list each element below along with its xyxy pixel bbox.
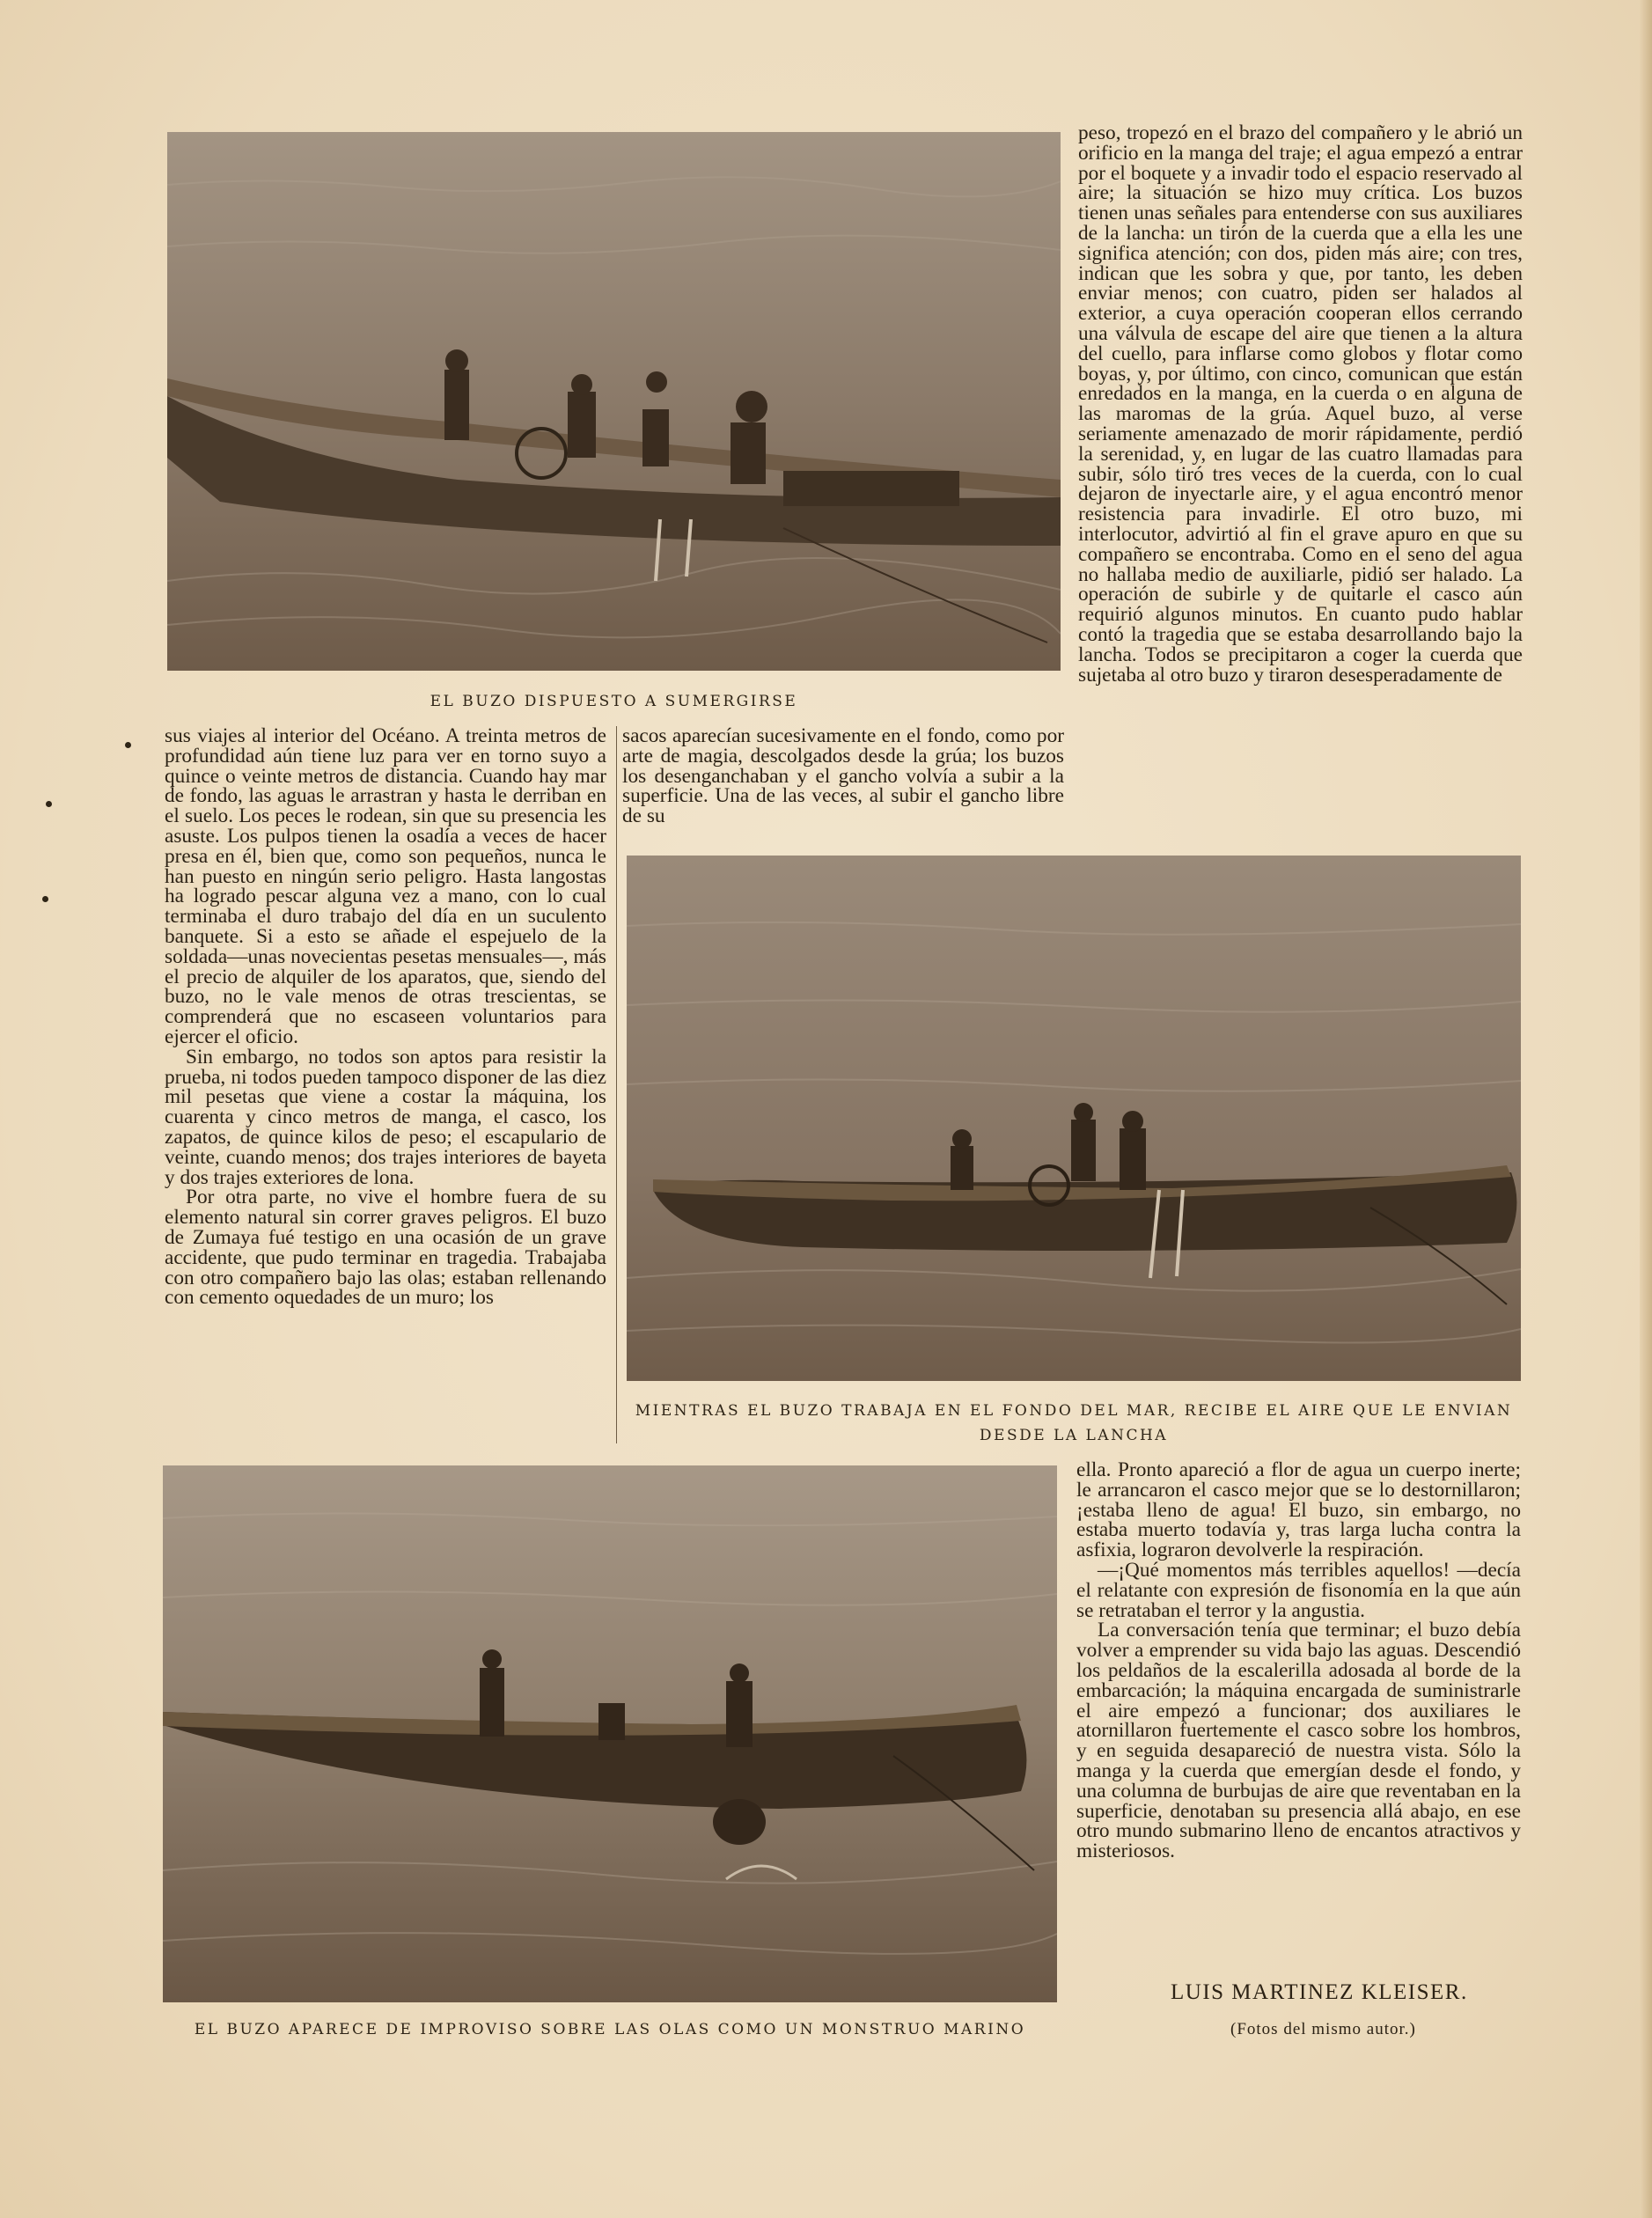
photo-diver-working — [627, 856, 1521, 1381]
article-paragraph: Sin embargo, no todos son aptos para resistir la prueba, ni todos pueden tampoco disponer de las diez mil pesetas que viene a costar la máquina, los cuarenta y cinco metros de manga, el casco, los zapatos, de quince kilos de peso; el escapulario de veinte, cuando menos; dos trajes interiores de bayeta y dos trajes exteriores de lona. — [165, 1045, 606, 1189]
photo-boat-illustration — [167, 132, 1061, 671]
author-signature: LUIS MARTINEZ KLEISER. — [1171, 1980, 1468, 2004]
article-column-right-top — [1078, 123, 1523, 685]
margin-mark — [42, 896, 48, 902]
photo2-caption: MIENTRAS EL BUZO TRABAJA EN EL FONDO DEL MAR, RECIBE EL AIRE QUE LE ENVIAN DESDE LA LANCHA — [635, 1402, 1513, 1444]
article-column-left — [165, 726, 606, 1308]
photo-boat-illustration — [163, 1465, 1057, 2002]
photo-boat-illustration — [627, 856, 1521, 1381]
article-column-right-bottom — [1076, 1460, 1521, 1862]
margin-mark — [46, 801, 52, 807]
article-paragraph: peso, tropezó en el brazo del compañero y le abrió un orificio en la manga del traje; el agua empezó a entrar por el boquete y a invadir todo el espacio reservado al aire; la situación se hizo muy crítica. Los buzos tienen unas señales para entenderse con sus auxiliares de la lancha: un tirón de la cuerda que a ella les une significa atención; con dos, piden más aire; con tres, indican que les sobra y que, por tanto, les deben enviar menos; con cuatro, piden ser halados al exterior, a cuya operación cooperan ellos cerrando una válvula de escape del aire que tienen a la altura del cuello, para inflarse como globos y flotar como boyas, y, por último, con cinco, comunican que están enredados en la manga, en la cuerda o en alguna de las maromas de la grúa. Aquel buzo, al verse seriamente amenazado de morir rápidamente, perdió la serenidad, y, en lugar de las cuatro llamadas para subir, sólo tiró tres veces de la cuerda, con lo cual dejaron de inyectarle aire, y el agua encontró menor resistencia para invadirle. El otro buzo, mi interlocutor, advirtió al fin el grave apuro en que su compañero se encontraba. Como en el seno del agua no hallaba medio de auxiliarle, pidió ser halado. La operación de subirle y de quitarle el casco aún requirió algunos minutos. En cuanto pudo hablar contó la tragedia que se estaba desarrollando bajo la lancha. Todos se precipitaron a coger la cuerda que sujetaba al otro buzo y tiraron desesperadamente de — [1078, 121, 1523, 687]
article-paragraph: Por otra parte, no vive el hombre fuera de su elemento natural sin correr graves peligros. El buzo de Zumaya fué testigo en una ocasión de un grave accidente, que pudo terminar en tragedia. Trabajaba con otro compañero bajo las olas; estaban rellenando con cemento oquedades de un muro; los — [165, 1186, 606, 1310]
page-edge — [1640, 0, 1652, 2218]
article-paragraph: ella. Pronto apareció a flor de agua un cuerpo inerte; le arrancaron el casco mejor que se lo destornillaron; ¡estaba lleno de agua! El buzo, sin embargo, no estaba muerto todavía y, tras larga lucha contra la asfixia, lograron devolverle la respiración. — [1076, 1458, 1521, 1562]
article-paragraph: —¡Qué momentos más terribles aquellos! —decía el relatante con expresión de fisonomía en la que aún se retrataban el terror y la angustia. — [1076, 1558, 1521, 1622]
photo-credit: (Fotos del mismo autor.) — [1230, 2020, 1416, 2038]
article-paragraph: La conversación tenía que terminar; el buzo debía volver a emprender su vida bajo las aguas. Descendió los peldaños de la escalerilla adosada al borde de la embarcación; la máquina encargada de suministrarle el aire empezó a funcionar; dos auxiliares le atornillaron fuertemente el casco sobre los hombros, y en seguida desapareció de nuestra vista. Sólo la manga y la cuerda que emergían desde el fondo, y una columna de burbujas de aire que reventaban en la superficie, denotaban su presencia allá abajo, en ese otro mundo submarino lleno de encantos atractivos y misteriosos. — [1076, 1619, 1521, 1863]
article-paragraph: sus viajes al interior del Océano. A treinta metros de profundidad aún tiene luz para ver en torno suyo a quince o veinte metros de distancia. Cuando hay mar de fondo, las aguas le arrastran y hasta le derriban en el suelo. Los peces le rodean, sin que su presencia les asuste. Los pulpos tienen la osadía a veces de hacer presa en él, bien que, como son pequeños, nunca le han puesto en ningún serio peligro. Hasta langostas ha logrado pescar alguna vez a mano, con lo cual terminaba el duro trabajo del día en un suculento banquete. Si a esto se añade el espejuelo de la soldada—unas novecientas pesetas mensuales—, más el precio de alquiler de los aparatos, que, siendo del buzo, no le vale menos de otras trescientas, se comprenderá que no escaseen voluntarios para ejercer el oficio. — [165, 724, 606, 1048]
article-paragraph: sacos aparecían sucesivamente en el fondo, como por arte de magia, descolgados desde la grúa; los buzos los desenganchaban y el gancho volvía a subir a la superficie. Una de las veces, al subir el gancho libre de su — [622, 724, 1064, 828]
photo1-caption: EL BUZO DISPUESTO A SUMERGIRSE — [430, 693, 798, 710]
photo-diver-surfacing — [163, 1465, 1057, 2002]
article-column-middle — [622, 726, 1064, 826]
photo3-caption: EL BUZO APARECE DE IMPROVISO SOBRE LAS OLAS COMO UN MONSTRUO MARINO — [194, 2021, 1026, 2038]
photo-diver-ready — [167, 132, 1061, 671]
column-rule — [616, 726, 617, 1443]
margin-mark — [125, 742, 131, 748]
